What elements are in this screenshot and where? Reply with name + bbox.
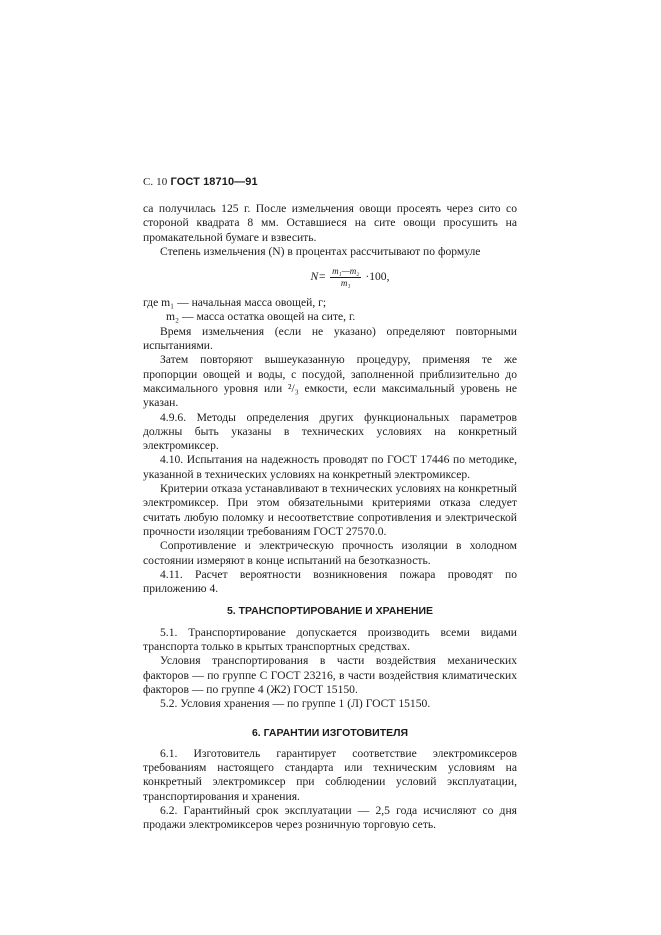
formula-denominator: m₁: [340, 277, 351, 288]
document-body: [143, 202, 517, 833]
paragraph: 6.2. Гарантийный срок эксплуатации — 2,5 года исчисляют со дня продажи электромиксеров через розничную торговую сеть.: [143, 803, 517, 832]
paragraph: 6.1. Изготовитель гарантирует соответствие электромиксеров требованиям настоящего стандарта или техническим условиям на конкретный электромиксер при соблюдении условий эксплуатации, транспортирования и хранения.: [143, 746, 517, 803]
paragraph: 4.10. Испытания на надежность проводят по ГОСТ 17446 по методике, указанной в технических условиях на конкретный электромиксер.: [143, 453, 517, 481]
paragraph: Условия транспортирования в части воздействия механических факторов — по группе С ГОСТ 23216, в части воздействия климатических факторов — по группе 4 (Ж2) ГОСТ 15150.: [143, 654, 517, 696]
formula-fraction: [330, 266, 361, 289]
paragraph: 4.11. Расчет вероятности возникновения пожара проводят по приложению 4.: [143, 567, 517, 596]
paragraph: 4.9.6. Методы определения других функциональных параметров должны быть указаны в технических условиях на конкретный электромиксер.: [143, 410, 517, 453]
formula: [143, 262, 517, 292]
paragraph: Время измельчения (если не указано) определяют повторными испытаниями.: [143, 324, 517, 353]
section-title: 5. ТРАНСПОРТИРОВАНИЕ И ХРАНЕНИЕ: [226, 605, 434, 618]
paragraph: 5.1. Транспортирование допускается производить всеми видами транспорта только в крытых транспортных средствах.: [143, 625, 517, 654]
paragraph: са получилась 125 г. После измельчения овощи просеять через сито со стороной квадрата 8 мм. Оставшиеся на сите овощи просушить на промакательной бумаге и взвесить.: [143, 202, 517, 244]
formula-tail: ·100,: [365, 270, 390, 284]
where-line: где m₁ — начальная масса овощей, г;: [143, 296, 327, 310]
paragraph: Затем повторяют вышеуказанную процедуру, применяя те же пропорции овощей и воды, с посудой, заполненной приблизительно до максимального уровня или ²/₃ емкости, если максимальный уровень не указан.: [143, 353, 517, 410]
where-line: m₂ — масса остатка овощей на сите, г.: [166, 310, 356, 324]
page-number: С. 10: [143, 176, 168, 188]
paragraph: Степень измельчения (N) в процентах рассчитывают по формуле: [160, 244, 481, 258]
formula-numerator: m₁—m₂: [332, 265, 360, 276]
paragraph: Сопротивление и электрическую прочность изоляции в холодном состоянии измеряют в конце испытаний на безотказность.: [143, 539, 517, 567]
paragraph: 5.2. Условия хранения — по группе 1 (Л) ГОСТ 15150.: [160, 697, 431, 711]
formula-lhs: N=: [310, 270, 327, 284]
standard-number: ГОСТ 18710—91: [170, 176, 258, 188]
paragraph: Критерии отказа устанавливают в технических условиях на конкретный электромиксер. При этом обязательными критериями отказа следует считать любую поломку и несоответствие сопротивления и электрической прочности изоляции требованиям ГОСТ 27570.0.: [143, 482, 517, 538]
page-header: [143, 176, 258, 188]
section-title: 6. ГАРАНТИИ ИЗГОТОВИТЕЛЯ: [251, 726, 409, 739]
